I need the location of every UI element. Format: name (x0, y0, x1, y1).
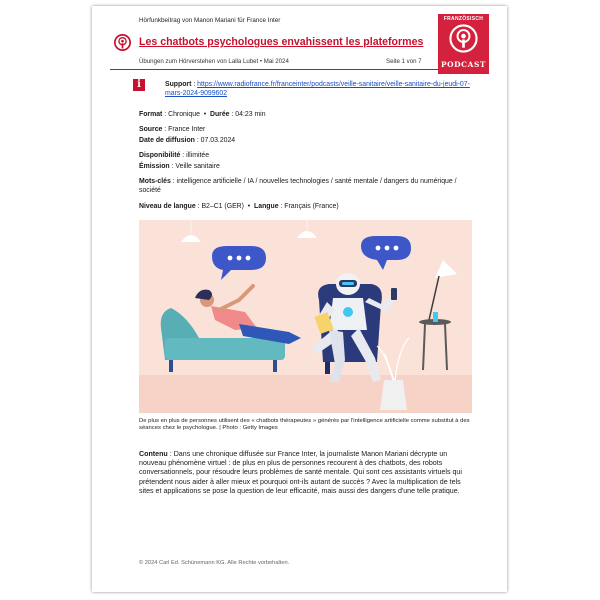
availability-value: illimitée (186, 152, 210, 159)
podcast-badge (438, 14, 489, 74)
badge-label: PODCAST (440, 60, 487, 69)
date-line: Date de diffusion : 07.03.2024 (139, 137, 236, 144)
availability-line: Disponibilité : illimitée (139, 152, 210, 159)
content-label: Contenu (139, 450, 168, 458)
format-label: Format (139, 111, 163, 118)
level-line: Niveau de langue : B2–C1 (GER) • Langue : Français (France) (139, 203, 339, 210)
date-label: Date de diffusion (139, 137, 195, 144)
duration-value: 04:23 min (235, 111, 266, 118)
document-page (92, 6, 507, 592)
support-label: Support (165, 81, 192, 88)
header-subline: Übungen zum Hörverstehen von Lalla Lubet • Mai 2024 (139, 58, 289, 65)
source-value: France Inter (168, 126, 206, 133)
keywords-label: Mots-clés (139, 178, 171, 185)
page-number: Seite 1 von 7 (386, 58, 422, 65)
date-value: 07.03.2024 (200, 137, 236, 144)
image-caption: De plus en plus de personnes utilisent des « chatbots thérapeutes » générés par l'intelligence artificielle comme substitut à des séances chez le psychologue. | Photo : Getty Images (139, 418, 470, 432)
support-link[interactable]: https://www.radiofrance.fr/franceinter/podcasts/veille-sanitaire/veille-sanitaire-du-jeudi-07-mars-2024-9099602 (165, 81, 470, 97)
podcast-icon (114, 34, 131, 51)
content-paragraph: Contenu : Dans une chronique diffusée sur France Inter, la journaliste Manon Mariani décrypte un nouveau phénomène virtuel : de plus en plus de personnes recourent à des chatbots, des robots conversationnels, pour résoudre leurs problèmes de santé mentale. Qui sont ces assistants virtuels qui prétendent nous aider à aller mieux et pourquoi ont-ils autant de succès ? Avec la multiplication de tels sites et applications se pose la question de leur efficacité, mais aussi des dangers d'une telle pratique. (139, 450, 462, 495)
document-title[interactable]: Les chatbots psychologues envahissent les plateformes (139, 36, 424, 48)
duration-label: Durée (209, 111, 230, 118)
format-value: Chronique (168, 111, 200, 118)
header-top-line: Hörfunkbeitrag von Manon Mariani für France Inter (139, 17, 281, 24)
keywords-line: Mots-clés : intelligence artificielle / IA / nouvelles technologies / santé mentale / dangers du numérique / société (139, 178, 457, 194)
level-label: Niveau de langue (139, 203, 196, 210)
header-divider (110, 69, 440, 70)
support-line: Support : https://www.radiofrance.fr/franceinter/podcasts/veille-sanitaire/veille-sanitaire-du-jeudi-07-mars-2024-9099602 (165, 81, 470, 97)
emission-value: Veille sanitaire (175, 163, 220, 170)
emission-label: Émission (139, 163, 170, 170)
badge-top-text: FRANZÖSISCH (443, 16, 484, 22)
copyright-footer: © 2024 Carl Ed. Schünemann KG. Alle Rechte vorbehalten. (139, 560, 290, 566)
podcast-badge-icon (449, 24, 478, 53)
chatbot-therapy-illustration (139, 220, 472, 413)
content-text: Dans une chronique diffusée sur France Inter, la journaliste Manon Mariani décrypte un nouveau phénomène virtuel : de plus en plus de personnes recourent à des chatbots, des robots conversationnels, pour résoudre leurs problèmes de santé mentale. Qui sont ces assistants virtuels qui prétendent nous aider à aller mieux et pourquoi ont-ils autant de succès ? Avec la multiplication de tels sites et applications se pose la question de leur efficacité, mais aussi des dangers d'une telle pratique. (139, 450, 462, 495)
emission-line: Émission : Veille sanitaire (139, 163, 220, 170)
source-line: Source : France Inter (139, 126, 206, 133)
language-value: Français (France) (284, 203, 339, 210)
availability-label: Disponibilité (139, 152, 181, 159)
language-label: Langue (254, 203, 279, 210)
info-icon: i (133, 79, 145, 91)
keywords-value: intelligence artificielle / IA / nouvelles technologies / santé mentale / dangers du numérique / société (139, 178, 457, 194)
source-label: Source (139, 126, 163, 133)
format-line: Format : Chronique • Durée : 04:23 min (139, 111, 266, 118)
level-value: B2–C1 (GER) (201, 203, 244, 210)
